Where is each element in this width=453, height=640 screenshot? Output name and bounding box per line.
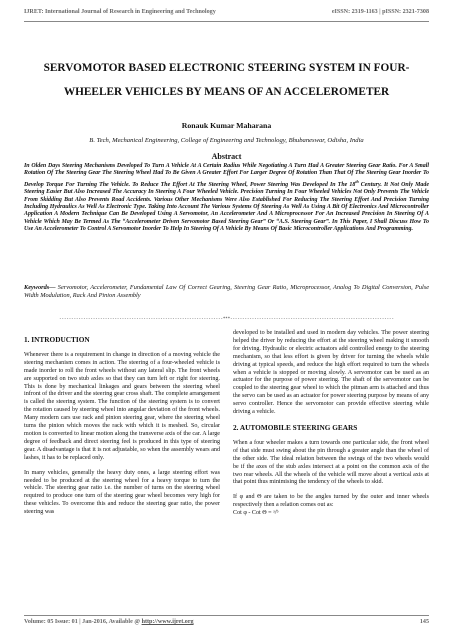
journal-header bbox=[24, 9, 429, 21]
volume-text: Volume: 05 Issue: 01 | Jan-2016, Available @ bbox=[24, 619, 142, 625]
right-column bbox=[233, 330, 429, 518]
steering-gears-heading: 2. AUTOMOBILE STEERING GEARS bbox=[233, 422, 358, 432]
section-separator: --------------------------------------------------------------------***-------------------------------------------------------------------- bbox=[59, 316, 394, 321]
header-divider bbox=[24, 21, 429, 22]
journal-name: IJRET: International Journal of Research in Engineering and Technology bbox=[24, 9, 216, 15]
abstract-heading: Abstract bbox=[211, 152, 242, 161]
left-column bbox=[24, 330, 220, 524]
footer-divider bbox=[24, 615, 429, 616]
abstract-text-part1: In Olden Days Steering Mechanisms Developed To Turn A Vehicle At A Certain Radius While Negotiating A Turn Had A Greater Steering Gear Ratio. For A Small Rotation Of The Steering Gear The Steering Wheel Had To Be Given A Greater Effort For Larger Degree Of Rotation Than That Of The Steering Gear Inorder To Develop Torque For Turning The Vehicle. To Reduce The Effort At The Steering Wheel, Power Steering Was Developed In The 18 bbox=[24, 163, 429, 188]
author-name: Ronauk Kumar Maharana bbox=[181, 121, 272, 130]
introduction-heading: 1. INTRODUCTION bbox=[24, 335, 90, 344]
issn-info: eISSN: 2319-1163 | pISSN: 2321-7308 bbox=[331, 9, 429, 15]
steering-paragraph-2: If φ and Θ are taken to be the angles turned by the outer and inner wheels respectively then a relation comes out as: bbox=[233, 494, 429, 509]
keywords-label: Keywords— bbox=[24, 284, 56, 291]
intro-paragraph-1: Whenever there is a requirement in change in direction of a moving vehicle the steering mechanism comes in action. The steering of a four-wheeled vehicle is made inorder to roll the front wheels without any lateral slip. The front wheels are supported on two stub axles so that they can turn left or right for steering. This is done by mechanical linkages and gears between the steering wheel infront of the driver and the steering gear cross shaft. The complete arrangement is called the steering system. The function of the steering system is to convert the rotation caused by steering wheel into angular deviation of the front wheels. Many modern cars use rack and pinion steering gear, where the steering wheel turns the pinion which moves the rack with which it is meshed. So, circular motion is converted to linear motion along the transverse axis of the car. A large degree of feedback and direct steering feel is produced in this type of steering gear. A disadvantage is that it is not adjustable, so when the assembly wears and lashes, it has to be replaced only. bbox=[24, 351, 220, 461]
page-number: 145 bbox=[419, 619, 429, 625]
abstract-body bbox=[24, 163, 429, 234]
abstract-superscript: th bbox=[355, 178, 359, 184]
page-footer bbox=[24, 619, 429, 625]
keywords-list: Servomotor, Accelerometer, Fundamental Law Of Correct Gearing, Steering Gear Ratio, Microprocessor, Analog To Digital Conversion, Pulse Width Modulation, Rack And Pinion Assembly bbox=[24, 284, 429, 300]
intro-paragraph-3: developed to be installed and used in modern day vehicles. The power steering helped the driver by reducing the effort at the steering wheel making it smooth for driving. Hydraulic or electric actuators add controlled energy to the steering mechanism, so that less effort is given by driver for turning the wheels while driving at typical speeds, and reduce the high effort required to turn the wheels when a vehicle is stopped or moving slowly. A servomotor can be used as an actuator for the purpose of power steering. The shaft of the servomotor can be coupled to the steering gear wheel to which the pitman arm is attached and thus the servo can be used as an actuator for power steering purpose by means of any servo controller. Hence the servomotor can provide effective steering while driving a vehicle. bbox=[233, 330, 429, 416]
abstract-text-part2: Century. It Not Only Made Steering Easier But Also Increased The Accuracy In Steering A Four Wheeled Vehicle. Precision Turning In Four Wheeled Vehicles Not Only Prevents The Vehicle From Skidding But Also Prevents Road Accidents. Various Other Mechanisms Were Also Established For Reducing The Steering Effort And Precision Turning Including Hydraulics As Well As Electronic Type. Taking Into Account The Various Systems Of Steering As Well As Using A Bit Of Electronics And Microcontroller Application A Modern Technique Can Be Developed Using A Servomotor, An Accelerometer And A Microprocessor For An Increased Precision In Steering Of A Vehicle Which May Be Termed As The “Accelerometer Driven Servomotor Based Steering Gear” Or “A.S. Steering Gear”. In This Paper, I Shall Discuss How To Use An Accelerometer To Control A Servomotor Inorder To Help In Steering Of A Vehicle By Means Of Basic Microcontroller Applications And Programming. bbox=[24, 181, 429, 233]
journal-link[interactable]: http://www.ijret.org bbox=[141, 619, 194, 625]
footer-volume bbox=[24, 619, 194, 625]
paper-title: SERVOMOTOR BASED ELECTRONIC STEERING SYSTEM IN FOUR-WHEELER VEHICLES BY MEANS OF AN ACCELEROMETER bbox=[43, 62, 410, 98]
author-affiliation: B. Tech, Mechanical Engineering, College of Engineering and Technology, Bhubaneswar, Odisha, India bbox=[89, 137, 364, 144]
steering-formula: Cot φ - Cot Θ = ᵃ/ᵇ bbox=[233, 510, 279, 517]
steering-paragraph-1: When a four wheeler makes a turn towards one particular side, the front wheel of that side must swing about the pin through a greater angle than the wheel of the other side. The ideal relation between the swings of the two wheels would be if the axes of the stub axles intersect at a point on the common axis of the two rear wheels. All the wheels of the vehicle will move about a vertical axis at that point thus minimising the tendency of the wheels to skid. bbox=[233, 439, 429, 486]
keywords bbox=[24, 284, 429, 301]
intro-paragraph-2: In many vehicles, generally the heavy duty ones, a large steering effort was needed to be produced at the steering wheel for a heavy torque to turn the vehicle. The steering gear ratio i.e. the number of turns on the steering wheel required to produce one turn of the steering gear wheel becomes very high for these vehicles. To overcome this and reduce the steering gear ratio, the power steering was bbox=[24, 469, 220, 516]
